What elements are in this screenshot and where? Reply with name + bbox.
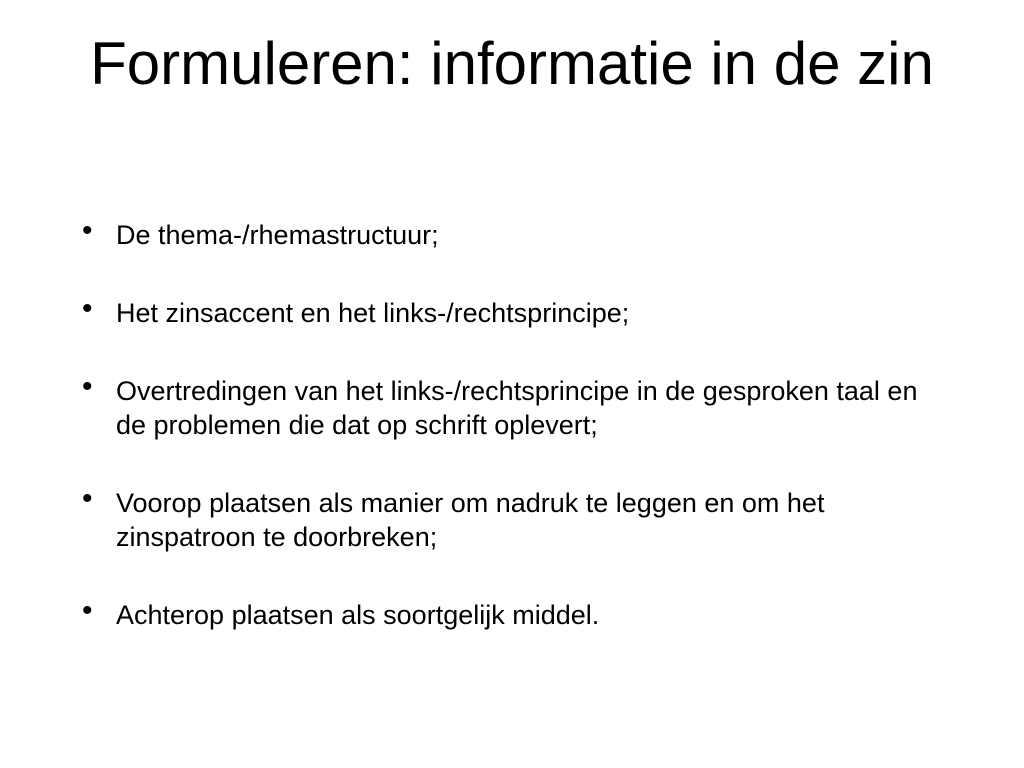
bullet-icon: • (82, 482, 93, 515)
bullet-text: Overtredingen van het links-/rechtsprincipe in de gesproken taal en de problemen die dat op schrift oplevert; (116, 376, 918, 440)
bullet-text: Voorop plaatsen als manier om nadruk te leggen en om het zinspatroon te doorbreken; (116, 488, 825, 552)
bullet-list (82, 214, 942, 632)
bullet-text: De thema-/rhemastructuur; (116, 220, 439, 250)
bullet-icon: • (82, 370, 93, 403)
bullet-item (82, 370, 942, 442)
slide-title: Formuleren: informatie in de zin (90, 30, 934, 97)
bullet-item (82, 594, 942, 632)
bullet-text: Achterop plaatsen als soortgelijk middel. (116, 600, 600, 630)
bullet-icon: • (82, 214, 93, 247)
bullet-icon: • (82, 292, 93, 325)
bullet-icon: • (82, 594, 93, 627)
bullet-item (82, 482, 942, 554)
bullet-item (82, 292, 942, 330)
bullet-item (82, 214, 942, 252)
bullet-text: Het zinsaccent en het links-/rechtsprincipe; (116, 298, 630, 328)
